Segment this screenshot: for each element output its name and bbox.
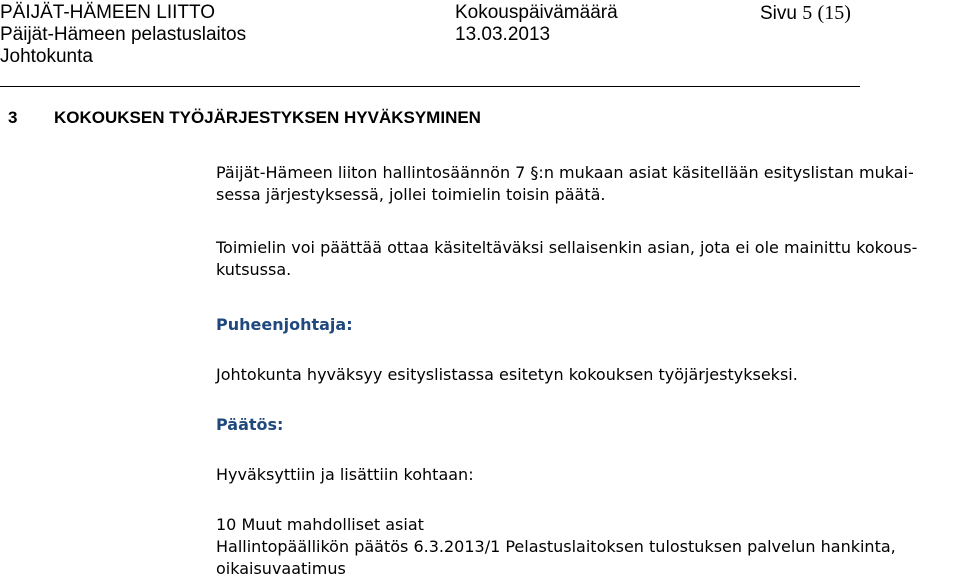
decision-item: oikaisuvaatimus <box>216 559 346 578</box>
paragraph-line: sessa järjestyksessä, jollei toimielin toisin päätä. <box>216 185 606 204</box>
chair-proposal: Johtokunta hyväksyy esityslistassa esitetyn kokouksen työjärjestykseksi. <box>216 365 798 384</box>
page-total: (15) <box>817 2 851 24</box>
section-title-text: KOKOUKSEN TYÖJÄRJESTYKSEN HYVÄKSYMINEN <box>54 108 481 127</box>
decision-text: Hyväksyttiin ja lisättiin kohtaan: <box>216 465 474 484</box>
meeting-date-label: Kokouspäivämäärä <box>455 2 618 23</box>
page-label: Sivu <box>760 3 797 24</box>
header-divider <box>0 86 860 87</box>
paragraph-line: Päijät-Hämeen liiton hallintosäännön 7 §:n mukaan asiat käsitellään esityslistan mukai- <box>216 163 914 182</box>
decision-item: 10 Muut mahdolliset asiat <box>216 515 424 534</box>
paragraph-line: Toimielin voi päättää ottaa käsiteltäväksi sellaisenkin asian, jota ei ole mainittu kokous- <box>216 238 918 257</box>
organization-name: PÄIJÄT-HÄMEEN LIITTO <box>0 2 216 23</box>
body-name: Johtokunta <box>0 46 93 67</box>
section-title <box>8 108 481 128</box>
decision-heading: Päätös: <box>216 415 284 434</box>
page-indicator <box>760 2 851 25</box>
section-number: 3 <box>8 108 18 127</box>
paragraph-line: kutsussa. <box>216 260 292 279</box>
department-name: Päijät-Hämeen pelastuslaitos <box>0 24 247 45</box>
paragraph-procedure <box>216 162 951 206</box>
decision-items <box>216 514 951 580</box>
paragraph-additional-items <box>216 237 951 281</box>
chair-heading: Puheenjohtaja: <box>216 315 353 334</box>
meeting-date: 13.03.2013 <box>455 24 551 45</box>
decision-item: Hallintopäällikön päätös 6.3.2013/1 Pelastuslaitoksen tulostuksen palvelun hankinta, <box>216 537 896 556</box>
page-number: 5 <box>802 2 813 24</box>
